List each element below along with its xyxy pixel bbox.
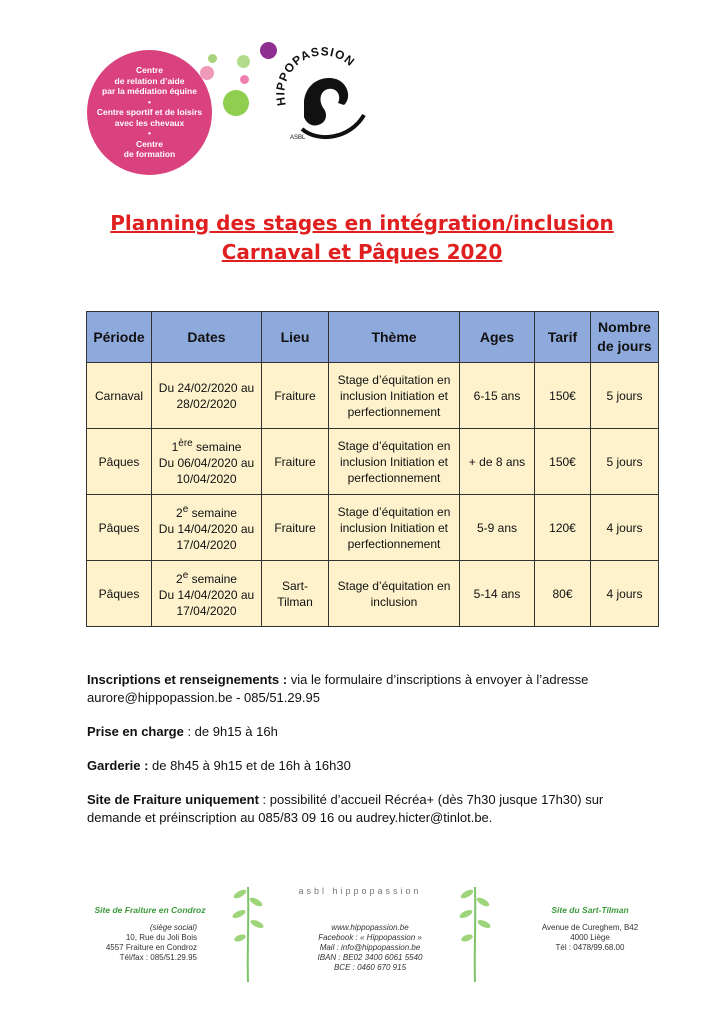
circle-line: par la médiation équine	[102, 86, 197, 97]
cell-ages: 5-14 ans	[460, 561, 535, 627]
cell-theme: Stage d’équitation en inclusion	[329, 561, 460, 627]
date-range: Du 14/04/2020 au 17/04/2020	[158, 522, 255, 552]
table-row	[87, 429, 659, 495]
inscriptions-paragraph: Inscriptions et renseignements : via le formulaire d’inscriptions à envoyer à l’adresse aurore@hippopassion.be - 085/51.29.95	[87, 672, 589, 705]
svg-text:HIPPOPASSION: HIPPOPASSION	[273, 44, 358, 107]
svg-text:ASBL: ASBL	[290, 135, 306, 141]
decor-dot-icon	[237, 55, 250, 68]
circle-line: •	[148, 128, 151, 139]
header-ages: Ages	[460, 312, 535, 363]
table-row	[87, 495, 659, 561]
info-section	[87, 671, 647, 843]
garderie-paragraph: Garderie : de 8h45 à 9h15 et de 16h à 16h30	[87, 758, 351, 773]
cell-lieu: Sart-Tilman	[262, 561, 329, 627]
table-row	[87, 561, 659, 627]
footer-asbl: asbl hippopassion	[298, 886, 422, 896]
cell-jours: 5 jours	[591, 363, 659, 429]
cell-periode: Carnaval	[87, 363, 152, 429]
footer-right-address: Avenue de Cureghem, B42 4000 Liège Tél : 0478/99.68.00	[541, 923, 639, 952]
decor-dot-icon	[208, 54, 217, 63]
footer-center-contact: www.hippopassion.be Facebook : « Hippopassion » Mail : info@hippopassion.be IBAN : BE02 3400 6061 5540 BCE : 0460 670 915	[317, 923, 423, 972]
organisation-circle-logo	[87, 50, 212, 175]
circle-line: Centre	[136, 138, 163, 149]
circle-line: de relation d’aide	[114, 75, 185, 86]
page-title	[0, 209, 724, 267]
cell-tarif: 80€	[535, 561, 591, 627]
footer-left-address: (siège social) 10, Rue du Joli Bois 4557 Fraiture en Condroz Tél/fax : 085/51.29.95	[105, 923, 197, 962]
cell-theme: Stage d’équitation en inclusion Initiation et perfectionnement	[329, 495, 460, 561]
circle-line: avec les chevaux	[114, 117, 185, 128]
decor-dot-icon	[200, 66, 214, 80]
cell-lieu: Fraiture	[262, 495, 329, 561]
cell-periode: Pâques	[87, 429, 152, 495]
cell-theme: Stage d’équitation en inclusion Initiation et perfectionnement	[329, 363, 460, 429]
week-label: 2e semaine	[176, 504, 237, 520]
week-label: 2e semaine	[176, 570, 237, 586]
prise-en-charge-paragraph: Prise en charge : de 9h15 à 16h	[87, 724, 278, 739]
header-periode: Période	[87, 312, 152, 363]
cell-ages: 6-15 ans	[460, 363, 535, 429]
cell-lieu: Fraiture	[262, 363, 329, 429]
circle-line: •	[148, 96, 151, 107]
decor-dot-icon	[240, 75, 249, 84]
stages-table	[86, 311, 659, 627]
decor-dot-icon	[223, 90, 249, 116]
header-tarif: Tarif	[535, 312, 591, 363]
cell-tarif: 120€	[535, 495, 591, 561]
plant-right-icon	[455, 882, 495, 982]
cell-theme: Stage d’équitation en inclusion Initiation et perfectionnement	[329, 429, 460, 495]
cell-dates	[152, 561, 262, 627]
header-lieu: Lieu	[262, 312, 329, 363]
header-theme: Thème	[329, 312, 460, 363]
cell-tarif: 150€	[535, 363, 591, 429]
header-nombre-jours: Nombre de jours	[591, 312, 659, 363]
cell-ages: + de 8 ans	[460, 429, 535, 495]
cell-dates: Du 24/02/2020 au 28/02/2020	[152, 363, 262, 429]
table-header-row	[87, 312, 659, 363]
plant-left-icon	[228, 882, 268, 982]
hippopassion-logo	[272, 43, 372, 143]
circle-line: de formation	[123, 149, 176, 160]
cell-periode: Pâques	[87, 561, 152, 627]
week-label: 1ère semaine	[171, 438, 242, 454]
cell-jours: 4 jours	[591, 495, 659, 561]
cell-lieu: Fraiture	[262, 429, 329, 495]
title-line-2: Carnaval et Pâques 2020	[221, 240, 503, 264]
cell-jours: 4 jours	[591, 561, 659, 627]
date-range: Du 14/04/2020 au 17/04/2020	[158, 588, 255, 618]
circle-line: Centre sportif et de loisirs	[96, 107, 203, 118]
footer-left-title: Site de Fraiture en Condroz	[94, 905, 206, 915]
footer-right-title: Site du Sart-Tilman	[551, 905, 629, 915]
cell-dates	[152, 429, 262, 495]
cell-jours: 5 jours	[591, 429, 659, 495]
header-dates: Dates	[152, 312, 262, 363]
date-range: Du 06/04/2020 au 10/04/2020	[158, 456, 255, 486]
cell-tarif: 150€	[535, 429, 591, 495]
cell-dates	[152, 495, 262, 561]
fraiture-paragraph: Site de Fraiture uniquement : possibilité d’accueil Récréa+ (dès 7h30 jusque 17h30) sur demande et préinscription au 085/83 09 16 ou audrey.hicter@tinlot.be.	[87, 792, 604, 825]
cell-ages: 5-9 ans	[460, 495, 535, 561]
circle-line: Centre	[136, 65, 163, 76]
cell-periode: Pâques	[87, 495, 152, 561]
title-line-1: Planning des stages en intégration/inclusion	[110, 211, 614, 235]
table-row	[87, 363, 659, 429]
